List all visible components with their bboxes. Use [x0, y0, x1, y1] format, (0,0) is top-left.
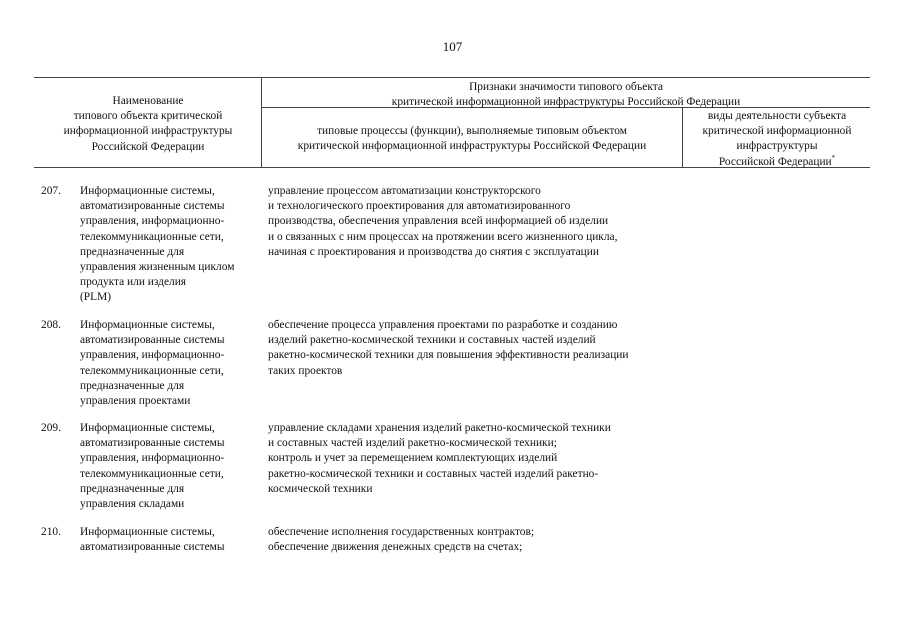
- header-signs-group: Признаки значимости типового объекта критической информационной инфраструктуры Российской Федерации: [391, 81, 741, 109]
- row-number: 209.: [41, 422, 61, 434]
- row-object-name: Информационные системы, автоматизированные системы: [80, 526, 225, 554]
- header-activities-column: [684, 109, 870, 170]
- row-processes: обеспечение исполнения государственных контрактов; обеспечение движения денежных средств на счетах;: [268, 526, 535, 554]
- header-top-rule: [34, 77, 870, 78]
- row-processes: управление процессом автоматизации конструкторского и технологического проектирования для автоматизированного производства, обеспечения управления всей информацией об изделии и о связанных с ним процессах на протяжении всего жизненного цикла, начиная с проектирования и производства до снятия с эксплуатации: [268, 185, 618, 258]
- footnote-mark: *: [831, 153, 836, 162]
- header-name-column: Наименование типового объекта критической информационной инфраструктуры Российской Федерации: [63, 95, 233, 153]
- row-processes: управление складами хранения изделий ракетно-космической техники и составных частей изделий ракетно-космической техники; контроль и учет за перемещением комплектующих изделий ракетно-космической техники и составных частей изделий ракетно- космической техники: [268, 422, 611, 495]
- page-number: 107: [442, 39, 463, 54]
- row-number: 208.: [41, 319, 61, 331]
- header-col-divider-2: [682, 107, 683, 167]
- row-number: 210.: [41, 526, 61, 538]
- row-processes: обеспечение процесса управления проектами по разработке и созданию изделий ракетно-космической техники и составных частей изделий ракетно-космической техники для повышения эффективности реализации таких проектов: [268, 319, 629, 377]
- row-number: 207.: [41, 185, 61, 197]
- row-object-name: Информационные системы, автоматизированные системы управления, информационно- телекоммуникационные сети, предназначенные для управления жизненным циклом продукта или изделия (PLM): [80, 185, 235, 304]
- header-processes-column: типовые процессы (функции), выполняемые типовым объектом критической информационной инфраструктуры Российской Федерации: [297, 125, 647, 153]
- header-col-divider-1: [261, 77, 262, 167]
- row-object-name: Информационные системы, автоматизированные системы управления, информационно- телекоммуникационные сети, предназначенные для управления складами: [80, 422, 225, 511]
- header-activities-text: виды деятельности субъекта критической информационной инфраструктуры Российской Федерации: [702, 110, 852, 168]
- row-object-name: Информационные системы, автоматизированные системы управления, информационно- телекоммуникационные сети, предназначенные для управления проектами: [80, 319, 225, 408]
